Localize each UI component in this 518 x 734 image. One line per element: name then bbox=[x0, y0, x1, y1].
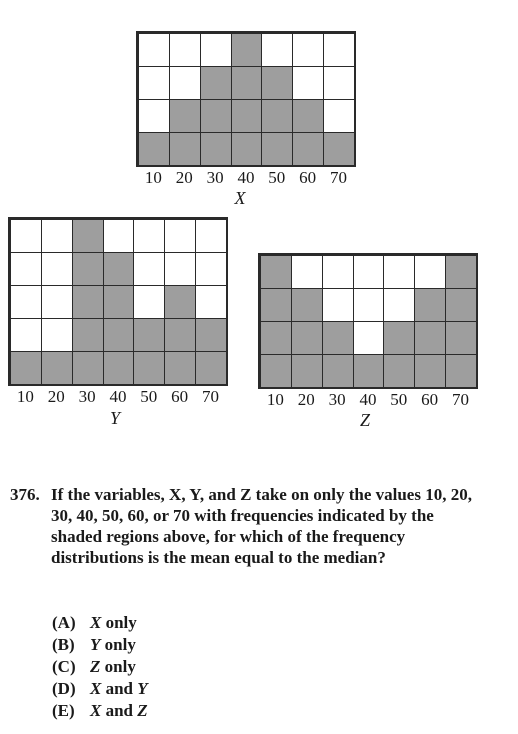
tick-label-y-70: 70 bbox=[201, 387, 219, 406]
grid-cell-x-40-4 bbox=[231, 33, 263, 67]
choice-text: X only bbox=[90, 613, 137, 632]
grid-cell-x-50-3 bbox=[261, 66, 293, 100]
grid-cell-z-40-2 bbox=[353, 321, 385, 355]
grid-cell-y-40-5 bbox=[103, 219, 135, 253]
grid-cell-x-60-2 bbox=[292, 99, 324, 133]
grid-cell-z-20-1 bbox=[291, 354, 323, 388]
grid-cell-x-10-3 bbox=[138, 66, 170, 100]
grid-cell-y-60-4 bbox=[164, 252, 196, 286]
grid-cell-y-70-3 bbox=[195, 285, 227, 319]
grid-cell-x-10-4 bbox=[138, 33, 170, 67]
grid-cell-y-50-4 bbox=[133, 252, 165, 286]
grid-cell-z-10-4 bbox=[260, 255, 292, 289]
grid-cell-z-60-2 bbox=[414, 321, 446, 355]
question-text: If the variables, X, Y, and Z take on only the values 10, 20, 30, 40, 50, 60, or 70 with frequencies indicated by the shaded regions above, for which of the frequency distributions is the mean equal to the median? bbox=[51, 485, 472, 567]
grid-cell-x-70-4 bbox=[323, 33, 355, 67]
grid-cell-x-20-3 bbox=[169, 66, 201, 100]
grid-cell-x-20-4 bbox=[169, 33, 201, 67]
question-number: 376. bbox=[10, 485, 40, 504]
grid-cell-z-50-4 bbox=[383, 255, 415, 289]
tick-label-z-60: 60 bbox=[421, 390, 439, 409]
tick-label-x-40: 40 bbox=[237, 168, 255, 187]
tick-label-z-10: 10 bbox=[266, 390, 284, 409]
grid-cell-x-30-1 bbox=[200, 132, 232, 166]
grid-cell-y-50-2 bbox=[133, 318, 165, 352]
grid-cell-x-40-3 bbox=[231, 66, 263, 100]
grid-cell-y-40-2 bbox=[103, 318, 135, 352]
grid-cell-z-60-3 bbox=[414, 288, 446, 322]
choice-letter: (C) bbox=[52, 657, 76, 676]
grid-cell-y-30-5 bbox=[72, 219, 104, 253]
answer-choice[interactable] bbox=[52, 656, 148, 678]
grid-cell-y-20-2 bbox=[41, 318, 73, 352]
tick-label-z-70: 70 bbox=[451, 390, 469, 409]
variable-label-x: X bbox=[234, 188, 246, 208]
tick-label-x-30: 30 bbox=[206, 168, 224, 187]
grid-cell-z-50-3 bbox=[383, 288, 415, 322]
grid-cell-y-20-1 bbox=[41, 351, 73, 385]
grid-cell-z-70-3 bbox=[445, 288, 477, 322]
grid-cell-y-40-4 bbox=[103, 252, 135, 286]
grid-cell-z-10-2 bbox=[260, 321, 292, 355]
answer-choice[interactable] bbox=[52, 634, 148, 656]
grid-cell-x-60-1 bbox=[292, 132, 324, 166]
grid-cell-z-70-2 bbox=[445, 321, 477, 355]
choice-text: Y only bbox=[90, 635, 136, 654]
grid-cell-x-10-1 bbox=[138, 132, 170, 166]
tick-label-y-40: 40 bbox=[109, 387, 127, 406]
x-axis-tick-labels-x bbox=[138, 168, 354, 188]
grid-cell-x-50-2 bbox=[261, 99, 293, 133]
grid-cell-y-20-5 bbox=[41, 219, 73, 253]
tick-label-x-50: 50 bbox=[268, 168, 286, 187]
variable-label-y: Y bbox=[109, 408, 120, 428]
grid-cell-y-70-4 bbox=[195, 252, 227, 286]
frequency-grid-x bbox=[136, 31, 356, 167]
tick-label-z-20: 20 bbox=[297, 390, 315, 409]
grid-cell-y-60-2 bbox=[164, 318, 196, 352]
tick-label-x-70: 70 bbox=[329, 168, 347, 187]
grid-cell-x-10-2 bbox=[138, 99, 170, 133]
grid-cell-y-70-5 bbox=[195, 219, 227, 253]
answer-choice[interactable] bbox=[52, 700, 148, 722]
grid-cell-z-60-4 bbox=[414, 255, 446, 289]
tick-label-y-50: 50 bbox=[140, 387, 158, 406]
grid-cell-z-20-2 bbox=[291, 321, 323, 355]
grid-cell-y-50-1 bbox=[133, 351, 165, 385]
tick-label-x-60: 60 bbox=[299, 168, 317, 187]
choice-text: Z only bbox=[90, 657, 136, 676]
tick-label-y-10: 10 bbox=[16, 387, 34, 406]
grid-cell-y-30-3 bbox=[72, 285, 104, 319]
grid-cell-y-10-4 bbox=[10, 252, 42, 286]
grid-cell-x-60-3 bbox=[292, 66, 324, 100]
grid-cell-y-20-3 bbox=[41, 285, 73, 319]
grid-cell-z-40-3 bbox=[353, 288, 385, 322]
grid-cell-y-30-4 bbox=[72, 252, 104, 286]
grid-cell-x-50-1 bbox=[261, 132, 293, 166]
grid-cell-z-40-1 bbox=[353, 354, 385, 388]
grid-cell-x-30-2 bbox=[200, 99, 232, 133]
grid-cell-x-70-1 bbox=[323, 132, 355, 166]
grid-cell-x-40-2 bbox=[231, 99, 263, 133]
tick-label-y-20: 20 bbox=[47, 387, 65, 406]
grid-cell-y-40-3 bbox=[103, 285, 135, 319]
grid-cell-z-40-4 bbox=[353, 255, 385, 289]
grid-cell-y-40-1 bbox=[103, 351, 135, 385]
grid-cell-x-20-1 bbox=[169, 132, 201, 166]
grid-cell-z-10-3 bbox=[260, 288, 292, 322]
x-axis-tick-labels-y bbox=[10, 387, 226, 407]
tick-label-y-30: 30 bbox=[78, 387, 96, 406]
grid-cell-y-60-3 bbox=[164, 285, 196, 319]
choice-letter: (E) bbox=[52, 701, 75, 720]
grid-cell-z-20-4 bbox=[291, 255, 323, 289]
grid-cell-y-50-5 bbox=[133, 219, 165, 253]
choice-text: X and Y bbox=[90, 679, 148, 698]
grid-cell-z-30-3 bbox=[322, 288, 354, 322]
answer-choices bbox=[52, 612, 148, 722]
grid-cell-z-30-1 bbox=[322, 354, 354, 388]
grid-cell-y-70-2 bbox=[195, 318, 227, 352]
grid-cell-y-20-4 bbox=[41, 252, 73, 286]
frequency-grid-y bbox=[8, 217, 228, 386]
grid-cell-z-50-2 bbox=[383, 321, 415, 355]
grid-cell-x-70-3 bbox=[323, 66, 355, 100]
tick-label-y-60: 60 bbox=[171, 387, 189, 406]
answer-choice[interactable] bbox=[52, 612, 148, 634]
grid-cell-y-10-5 bbox=[10, 219, 42, 253]
answer-choice[interactable] bbox=[52, 678, 148, 700]
grid-cell-z-70-4 bbox=[445, 255, 477, 289]
grid-cell-y-50-3 bbox=[133, 285, 165, 319]
grid-cell-y-60-5 bbox=[164, 219, 196, 253]
grid-cell-z-70-1 bbox=[445, 354, 477, 388]
grid-cell-x-40-1 bbox=[231, 132, 263, 166]
grid-cell-z-20-3 bbox=[291, 288, 323, 322]
tick-label-x-20: 20 bbox=[175, 168, 193, 187]
frequency-grid-z bbox=[258, 253, 478, 389]
tick-label-z-30: 30 bbox=[328, 390, 346, 409]
x-axis-tick-labels-z bbox=[260, 390, 476, 410]
grid-cell-y-60-1 bbox=[164, 351, 196, 385]
grid-cell-x-50-4 bbox=[261, 33, 293, 67]
variable-label-z: Z bbox=[359, 410, 370, 430]
grid-cell-x-70-2 bbox=[323, 99, 355, 133]
grid-cell-z-50-1 bbox=[383, 354, 415, 388]
grid-cell-x-60-4 bbox=[292, 33, 324, 67]
choice-letter: (D) bbox=[52, 679, 76, 698]
grid-cell-x-30-3 bbox=[200, 66, 232, 100]
grid-cell-y-10-2 bbox=[10, 318, 42, 352]
choice-letter: (A) bbox=[52, 613, 76, 632]
choice-letter: (B) bbox=[52, 635, 75, 654]
tick-label-z-50: 50 bbox=[390, 390, 408, 409]
choice-text: X and Z bbox=[90, 701, 148, 720]
grid-cell-z-60-1 bbox=[414, 354, 446, 388]
grid-cell-z-30-2 bbox=[322, 321, 354, 355]
grid-cell-y-30-1 bbox=[72, 351, 104, 385]
grid-cell-y-70-1 bbox=[195, 351, 227, 385]
grid-cell-x-20-2 bbox=[169, 99, 201, 133]
grid-cell-z-30-4 bbox=[322, 255, 354, 289]
grid-cell-z-10-1 bbox=[260, 354, 292, 388]
tick-label-z-40: 40 bbox=[359, 390, 377, 409]
grid-cell-y-10-3 bbox=[10, 285, 42, 319]
grid-cell-x-30-4 bbox=[200, 33, 232, 67]
question-block bbox=[10, 484, 480, 568]
grid-cell-y-10-1 bbox=[10, 351, 42, 385]
tick-label-x-10: 10 bbox=[144, 168, 162, 187]
grid-cell-y-30-2 bbox=[72, 318, 104, 352]
